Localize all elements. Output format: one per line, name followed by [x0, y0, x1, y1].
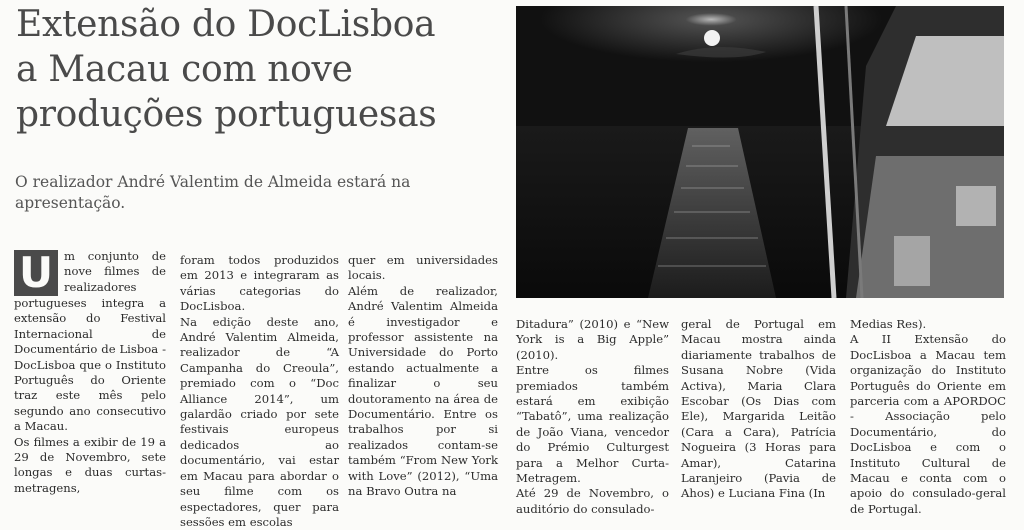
headline-line: a Macau com nove — [16, 49, 353, 90]
body-column-4 — [516, 317, 669, 517]
paragraph: Os filmes a exibir de 19 a 29 de Novembro, sete longas e duas curtas-metragens, — [14, 434, 166, 495]
paragraph: Além de realizador, André Valentim Almeida é investigador e professor assistente na Universidade do Porto estando actualmente a finalizar o seu doutoramento na área de Documentário. Entre os trabalhos por si realizados contam-se também “From New York with Love” (2012), “Uma na Bravo Outra na — [348, 283, 498, 499]
headline-line: Extensão do DocLisboa — [16, 4, 436, 45]
deck-equipment — [956, 186, 996, 226]
body-column-1 — [14, 296, 166, 496]
body-column-5 — [681, 317, 836, 502]
subhead: O realizador André Valentim de Almeida estará na apresentação. — [15, 173, 411, 212]
body-column-3 — [348, 253, 498, 500]
dropcap: U — [14, 250, 58, 296]
deck-box — [894, 236, 930, 286]
body-column-2 — [180, 253, 339, 530]
paragraph: foram todos produzidos em 2013 e integraram as várias categorias do DocLisboa. — [180, 253, 339, 314]
body-column-6 — [850, 317, 1006, 517]
paragraph: quer em universidades locais. — [348, 253, 498, 283]
headline — [16, 2, 496, 137]
paragraph: portugueses integra a extensão do Festival Internacional de Documentário de Lisboa - DocLisboa que o Instituto Português do Oriente traz este mês pelo segundo ano consecutivo a Macau. — [14, 296, 166, 434]
paragraph: Ditadura” (2010) e “New York is a Big Apple” (2010). — [516, 317, 669, 362]
paragraph: Na edição deste ano, André Valentim Almeida, realizador de “A Campanha do Creoula”, premiado com o “Doc Alliance 2014”, um galardão criado por sete festivais europeus dedicados ao documentário, vai estar em Macau para abordar o seu filme com os espectadores, quer para sessões em escolas — [180, 314, 339, 529]
body-column-1-top: m conjunto de nove filmes de realizadores — [64, 249, 166, 294]
paragraph: Até 29 de Novembro, o auditório do consulado- — [516, 486, 669, 516]
photo-graphic — [516, 6, 1004, 298]
headline-line: produções portuguesas — [16, 94, 437, 135]
paragraph: Entre os filmes premiados também estará em exibição “Tabatô”, uma realização de João Viana, vencedor do Prémio Culturgest para a Melhor Curta-Metragem. — [516, 363, 669, 486]
paragraph: geral de Portugal em Macau mostra ainda diariamente trabalhos de Susana Nobre (Vida Activa), Maria Clara Escobar (Os Dias com Ele), Margarida Leitão (Cara a Cara), Patrícia Nogueira (3 Horas para Amar), Catarina Laranjeiro (Pavia de Ahos) e Luciana Fina (In — [681, 317, 836, 501]
moonlit-sea-photo — [516, 6, 1004, 298]
paragraph: Medias Res). — [850, 317, 927, 331]
moon — [704, 30, 720, 46]
paragraph: A II Extensão do DocLisboa a Macau tem organização do Instituto Português do Oriente em parceria com a APORDOC - Associação pelo Documentário, do DocLisboa e com o Instituto Cultural de Macau e conta com o apoio do consulado-geral de Portugal. — [850, 332, 1006, 516]
